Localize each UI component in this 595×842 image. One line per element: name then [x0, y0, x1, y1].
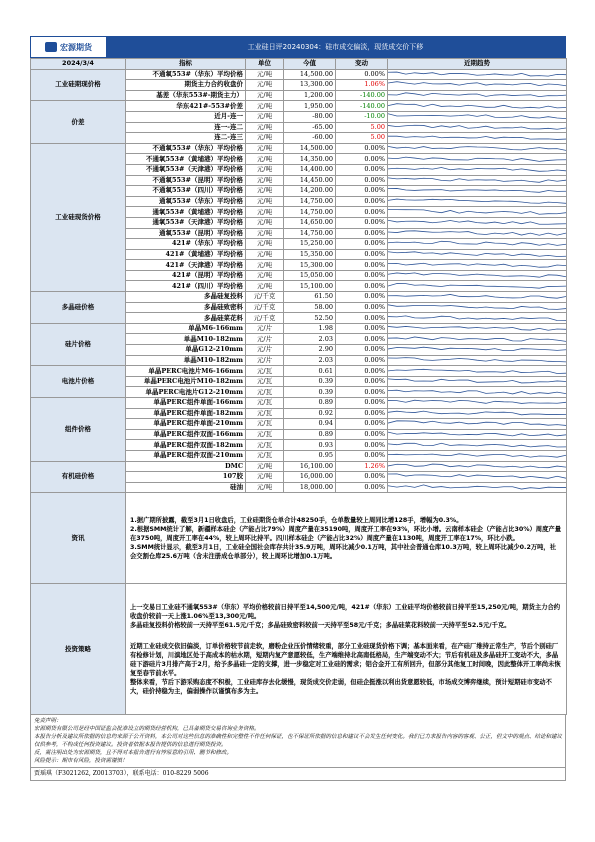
change-cell: 0.00% — [336, 270, 388, 281]
value-cell: -60.00 — [284, 133, 336, 144]
change-cell: 0.00% — [336, 164, 388, 175]
strategy-paragraph: 近期工业硅成交依旧偏淡，订单价格较节前走软，磨粉企业压价情绪较重，部分工业硅现货价格下调；基本面来看，在产硅厂维持正常生产，节后个别硅厂有检修计划，川滇地区处于高成本的枯水期，短期内复产意愿较低，生产端维持北高南低格局，生产端变动不大；节后有机硅及多晶硅开工变动不大，多晶硅下游硅片3月排产高于2月，给予多晶硅一定的支撑，进一步稳定对工业硅的需求；铝合金开工有所回升，但部分其他复工时间晚，因此整体开工率尚未恢复至春节前水平。 — [130, 642, 561, 677]
header-date: 2024/3/4 — [31, 59, 126, 70]
risk-warning: 风险提示：期市有风险，投资需谨慎！ — [34, 758, 128, 765]
change-cell: 0.00% — [336, 376, 388, 387]
change-cell: 0.00% — [336, 154, 388, 165]
value-cell: 52.50 — [284, 313, 336, 324]
trend-sparkline — [388, 366, 567, 377]
strategy-content — [126, 584, 567, 715]
trend-sparkline — [388, 196, 567, 207]
trend-sparkline — [388, 429, 567, 440]
unit-cell: 元/瓦 — [246, 366, 284, 377]
value-cell: 0.95 — [284, 450, 336, 461]
value-cell: 0.89 — [284, 398, 336, 409]
trend-sparkline — [388, 270, 567, 281]
trend-sparkline — [388, 80, 567, 91]
trend-sparkline — [388, 387, 567, 398]
unit-cell: 元/千克 — [246, 313, 284, 324]
change-cell: -10.00 — [336, 111, 388, 122]
sparkline-icon — [388, 345, 566, 354]
sparkline-icon — [388, 165, 566, 174]
indicator-label: 通氧553#（天津港）平均价格 — [126, 217, 246, 228]
change-cell: 0.00% — [336, 249, 388, 260]
change-cell: 0.00% — [336, 175, 388, 186]
unit-cell: 元/瓦 — [246, 408, 284, 419]
indicator-label: 华东421#-553#价差 — [126, 101, 246, 112]
value-cell: 14,750.00 — [284, 207, 336, 218]
value-cell: 14,750.00 — [284, 228, 336, 239]
trend-sparkline — [388, 450, 567, 461]
table-row — [31, 366, 567, 377]
indicator-label: 421#（华东）平均价格 — [126, 239, 246, 250]
value-cell: 16,100.00 — [284, 461, 336, 472]
indicator-label: 多晶硅菜花料 — [126, 313, 246, 324]
header-indicator: 指标 — [126, 59, 246, 70]
info-paragraph: 3.SMM统计显示，截至3月1日，工业硅全国社会库存共计35.9万吨，周环比减少0.1万吨，其中社会普通仓库10.3万吨，较上周环比减少0.2万吨，社会交割仓库25.6万吨（含未注册成仓单部分），较上周环比增加0.1万吨。 — [130, 543, 557, 560]
info-label: 资讯 — [31, 493, 126, 584]
trend-sparkline — [388, 355, 567, 366]
disclaimer — [30, 715, 566, 768]
trend-sparkline — [388, 239, 567, 250]
unit-cell: 元/千克 — [246, 302, 284, 313]
indicator-label: 不通氧553#（华东）平均价格 — [126, 69, 246, 80]
value-cell: 0.39 — [284, 387, 336, 398]
table-row — [31, 398, 567, 409]
value-cell: 2.03 — [284, 355, 336, 366]
value-cell: 0.93 — [284, 440, 336, 451]
value-cell: 14,500.00 — [284, 143, 336, 154]
unit-cell: 元/瓦 — [246, 419, 284, 430]
value-cell: 0.39 — [284, 376, 336, 387]
table-header-row — [31, 59, 567, 70]
unit-cell: 元/吨 — [246, 143, 284, 154]
indicator-label: 多晶硅致密料 — [126, 302, 246, 313]
indicator-label: 单晶PERC电池片M6-166mm — [126, 366, 246, 377]
unit-cell: 元/瓦 — [246, 429, 284, 440]
trend-sparkline — [388, 186, 567, 197]
unit-cell: 元/吨 — [246, 122, 284, 133]
unit-cell: 元/瓦 — [246, 387, 284, 398]
indicator-label: DMC — [126, 461, 246, 472]
trend-sparkline — [388, 323, 567, 334]
indicator-label: 不通氧553#（华东）平均价格 — [126, 143, 246, 154]
unit-cell: 元/吨 — [246, 472, 284, 483]
trend-sparkline — [388, 249, 567, 260]
change-cell: 0.00% — [336, 323, 388, 334]
unit-cell: 元/吨 — [246, 186, 284, 197]
category-label: 电池片价格 — [31, 366, 126, 398]
strategy-paragraph: 多晶硅复投料价格较前一天持平至61.5元/千克；多晶硅致密料较前一天持平至58元/千克；多晶硅菜花料较前一天持平至52.5元/千克。 — [130, 621, 511, 629]
change-cell: 0.00% — [336, 355, 388, 366]
trend-sparkline — [388, 69, 567, 80]
value-cell: 2.03 — [284, 334, 336, 345]
disclaimer-paragraph: 宏源期货有限公司是经中国证监会批准设立的期货经营机构，已具备期货交易咨询业务资格。 — [34, 726, 260, 733]
category-label: 价差 — [31, 101, 126, 143]
category-label: 工业硅期现价格 — [31, 69, 126, 101]
change-cell: 0.00% — [336, 196, 388, 207]
indicator-label: 不通氧553#（四川）平均价格 — [126, 186, 246, 197]
indicator-label: 421#（黄埔港）平均价格 — [126, 249, 246, 260]
trend-sparkline — [388, 398, 567, 409]
indicator-label: 单晶M10-182mm — [126, 334, 246, 345]
unit-cell: 元/吨 — [246, 69, 284, 80]
category-label: 工业硅现货价格 — [31, 143, 126, 291]
value-cell: 15,100.00 — [284, 281, 336, 292]
sparkline-icon — [388, 112, 566, 121]
trend-sparkline — [388, 90, 567, 101]
change-cell: -140.00 — [336, 90, 388, 101]
value-cell: 0.92 — [284, 408, 336, 419]
trend-sparkline — [388, 302, 567, 313]
change-cell: 0.00% — [336, 429, 388, 440]
indicator-label: 421#（天津港）平均价格 — [126, 260, 246, 271]
unit-cell: 元/吨 — [246, 164, 284, 175]
header-trend: 近期趋势 — [388, 59, 567, 70]
sparkline-icon — [388, 282, 566, 291]
sparkline-icon — [388, 250, 566, 259]
trend-sparkline — [388, 154, 567, 165]
unit-cell: 元/吨 — [246, 249, 284, 260]
table-row — [31, 323, 567, 334]
indicator-label: 不通氧553#（黄埔港）平均价格 — [126, 154, 246, 165]
info-paragraph: 1.据广期所披露，截至3月1日收盘后，工业硅期货仓单合计48250手，仓单数量较上周同比增128手，增幅为0.3%。 — [130, 516, 463, 524]
indicator-label: 421#（昆明）平均价格 — [126, 270, 246, 281]
sparkline-icon — [388, 324, 566, 333]
sparkline-icon — [388, 261, 566, 270]
sparkline-icon — [388, 208, 566, 217]
value-cell: 58.00 — [284, 302, 336, 313]
value-cell: 14,400.00 — [284, 164, 336, 175]
indicator-label: 单晶M6-166mm — [126, 323, 246, 334]
trend-sparkline — [388, 175, 567, 186]
trend-sparkline — [388, 313, 567, 324]
category-label: 组件价格 — [31, 398, 126, 462]
sparkline-icon — [388, 80, 566, 89]
unit-cell: 元/吨 — [246, 80, 284, 91]
sparkline-icon — [388, 186, 566, 195]
unit-cell: 元/吨 — [246, 461, 284, 472]
value-cell: 15,350.00 — [284, 249, 336, 260]
change-cell: 0.00% — [336, 472, 388, 483]
trend-sparkline — [388, 292, 567, 303]
change-cell: 0.00% — [336, 334, 388, 345]
report-title: 工业硅日评20240304：硅市成交偏淡，现货成交价下移 — [106, 37, 565, 57]
trend-sparkline — [388, 345, 567, 356]
disclaimer-paragraph: 反，需注明出处为宏源期货，且不得对本报告进行有悖原意的引用、删节和修改。 — [34, 750, 233, 757]
indicator-label: 近月-连一 — [126, 111, 246, 122]
change-cell: 0.00% — [336, 313, 388, 324]
change-cell: 0.00% — [336, 366, 388, 377]
sparkline-icon — [388, 398, 566, 407]
logo-icon — [45, 42, 57, 52]
value-cell: 16,000.00 — [284, 472, 336, 483]
strategy-paragraph: 整体来看，节后下游采购态度不积极，工业硅库存去化缓慢，现货成交价走弱，但硅企挺涨以利出货意愿较低，市场成交博弈继续，预计短期硅市变动不大，硅价持稳为主，偏弱操作以谨慎布多为主。 — [130, 678, 552, 695]
report-page — [30, 36, 566, 781]
price-table — [30, 58, 567, 715]
sparkline-icon — [388, 409, 566, 418]
indicator-label: 421#（四川）平均价格 — [126, 281, 246, 292]
sparkline-icon — [388, 197, 566, 206]
trend-sparkline — [388, 228, 567, 239]
unit-cell: 元/吨 — [246, 217, 284, 228]
strategy-row — [31, 584, 567, 715]
change-cell: 0.00% — [336, 408, 388, 419]
change-cell: 0.00% — [336, 398, 388, 409]
disclaimer-paragraph: 本报告分析及建议所依据的信息均来源于公开资料，本公司对这些信息的准确性和完整性不作任何保证，也不保证所依据的信息和建议不会发生任何变化。我们已力求报告内容的客观、公正，但文中的观点、结论和建议仅供参考，不构成任何投资建议。投资者依据本报告提供的信息进行期货投资。 — [34, 734, 563, 749]
change-cell: 0.00% — [336, 387, 388, 398]
trend-sparkline — [388, 143, 567, 154]
unit-cell: 元/吨 — [246, 207, 284, 218]
change-cell: 1.26% — [336, 461, 388, 472]
sparkline-icon — [388, 377, 566, 386]
unit-cell: 元/片 — [246, 334, 284, 345]
sparkline-icon — [388, 483, 566, 492]
trend-sparkline — [388, 207, 567, 218]
change-cell: 0.00% — [336, 228, 388, 239]
unit-cell: 元/片 — [246, 323, 284, 334]
value-cell: 18,000.00 — [284, 482, 336, 493]
indicator-label: 基差（华东553#-期货主力） — [126, 90, 246, 101]
value-cell: -80.00 — [284, 111, 336, 122]
value-cell: 0.89 — [284, 429, 336, 440]
trend-sparkline — [388, 440, 567, 451]
value-cell: 2.90 — [284, 345, 336, 356]
value-cell: 1,200.00 — [284, 90, 336, 101]
category-label: 多晶硅价格 — [31, 292, 126, 324]
report-header — [30, 36, 566, 58]
trend-sparkline — [388, 281, 567, 292]
value-cell: 14,450.00 — [284, 175, 336, 186]
indicator-label: 单晶PERC组件单面-210mm — [126, 419, 246, 430]
unit-cell: 元/瓦 — [246, 376, 284, 387]
value-cell: 14,350.00 — [284, 154, 336, 165]
value-cell: 14,200.00 — [284, 186, 336, 197]
indicator-label: 连一-连二 — [126, 122, 246, 133]
unit-cell: 元/吨 — [246, 228, 284, 239]
unit-cell: 元/吨 — [246, 270, 284, 281]
sparkline-icon — [388, 356, 566, 365]
change-cell: 5.00 — [336, 133, 388, 144]
info-paragraph: 2.根据SMM统计了解，新疆样本硅企（产能占比79%）周度产量在35190吨，周度开工率在93%，环比小增。云南样本硅企（产能占比30%）周度产量在3750吨，周度开工率在44%，较上周环比持平。四川样本硅企（产能占比32%）周度产量在1130吨，周度开工率在17%，环比小跌。 — [130, 525, 561, 542]
unit-cell: 元/吨 — [246, 281, 284, 292]
change-cell: 0.00% — [336, 292, 388, 303]
analyst-contact: 贾瑶琪（F3021262, Z0013703），联系电话：010-8229 5006 — [30, 768, 566, 781]
indicator-label: 单晶PERC组件单面-182mm — [126, 408, 246, 419]
unit-cell: 元/瓦 — [246, 450, 284, 461]
indicator-label: 通氧553#（华东）平均价格 — [126, 196, 246, 207]
table-row — [31, 292, 567, 303]
sparkline-icon — [388, 367, 566, 376]
info-content — [126, 493, 567, 584]
indicator-label: 单晶PERC电池片G12-210mm — [126, 387, 246, 398]
strategy-paragraph: 上一交易日工业硅不通氧553#（华东）平均价格较前日持平至14,500元/吨，421#（华东）工业硅平均价格较前日持平至15,250元/吨，期货主力合约收盘价较前一天上涨1.06%至13,300元/吨。 — [130, 603, 561, 620]
value-cell: 0.61 — [284, 366, 336, 377]
change-cell: 0.00% — [336, 440, 388, 451]
header-value: 今值 — [284, 59, 336, 70]
indicator-label: 连二-连三 — [126, 133, 246, 144]
unit-cell: 元/瓦 — [246, 398, 284, 409]
value-cell: 15,250.00 — [284, 239, 336, 250]
change-cell: 1.06% — [336, 80, 388, 91]
unit-cell: 元/吨 — [246, 133, 284, 144]
unit-cell: 元/吨 — [246, 111, 284, 122]
unit-cell: 元/片 — [246, 355, 284, 366]
trend-sparkline — [388, 461, 567, 472]
indicator-label: 单晶PERC组件双面-166mm — [126, 429, 246, 440]
unit-cell: 元/吨 — [246, 260, 284, 271]
value-cell: 14,750.00 — [284, 196, 336, 207]
sparkline-icon — [388, 462, 566, 471]
disclaimer-heading: 免责声明： — [34, 718, 62, 725]
trend-sparkline — [388, 101, 567, 112]
header-change: 变动 — [336, 59, 388, 70]
indicator-label: 硅油 — [126, 482, 246, 493]
sparkline-icon — [388, 314, 566, 323]
sparkline-icon — [388, 218, 566, 227]
indicator-label: 期货主力合约收盘价 — [126, 80, 246, 91]
sparkline-icon — [388, 123, 566, 132]
value-cell: 0.94 — [284, 419, 336, 430]
indicator-label: 单晶PERC组件单面-166mm — [126, 398, 246, 409]
change-cell: 0.00% — [336, 239, 388, 250]
category-label: 有机硅价格 — [31, 461, 126, 493]
sparkline-icon — [388, 419, 566, 428]
value-cell: 15,050.00 — [284, 270, 336, 281]
sparkline-icon — [388, 91, 566, 100]
indicator-label: 单晶PERC组件双面-210mm — [126, 450, 246, 461]
indicator-label: 单晶PERC组件双面-182mm — [126, 440, 246, 451]
indicator-label: 单晶PERC电池片M10-182mm — [126, 376, 246, 387]
trend-sparkline — [388, 164, 567, 175]
trend-sparkline — [388, 111, 567, 122]
change-cell: 0.00% — [336, 217, 388, 228]
change-cell: 0.00% — [336, 345, 388, 356]
change-cell: 0.00% — [336, 482, 388, 493]
sparkline-icon — [388, 155, 566, 164]
sparkline-icon — [388, 472, 566, 481]
trend-sparkline — [388, 376, 567, 387]
indicator-label: 单晶M10-182mm — [126, 355, 246, 366]
table-row — [31, 101, 567, 112]
value-cell: 13,300.00 — [284, 80, 336, 91]
sparkline-icon — [388, 451, 566, 460]
header-unit: 单位 — [246, 59, 284, 70]
unit-cell: 元/千克 — [246, 292, 284, 303]
change-cell: 0.00% — [336, 419, 388, 430]
indicator-label: 多晶硅复投料 — [126, 292, 246, 303]
indicator-label: 单晶G12-210mm — [126, 345, 246, 356]
unit-cell: 元/吨 — [246, 101, 284, 112]
company-logo — [31, 37, 106, 57]
change-cell: 0.00% — [336, 260, 388, 271]
sparkline-icon — [388, 133, 566, 142]
indicator-label: 107胶 — [126, 472, 246, 483]
indicator-label: 通氧553#（昆明）平均价格 — [126, 228, 246, 239]
value-cell: 61.50 — [284, 292, 336, 303]
change-cell: 0.00% — [336, 302, 388, 313]
trend-sparkline — [388, 472, 567, 483]
trend-sparkline — [388, 419, 567, 430]
trend-sparkline — [388, 260, 567, 271]
trend-sparkline — [388, 122, 567, 133]
trend-sparkline — [388, 217, 567, 228]
unit-cell: 元/吨 — [246, 482, 284, 493]
logo-text: 宏源期货 — [60, 42, 92, 52]
change-cell: 5.00 — [336, 122, 388, 133]
sparkline-icon — [388, 388, 566, 397]
value-cell: 1,950.00 — [284, 101, 336, 112]
indicator-label: 不通氧553#（天津港）平均价格 — [126, 164, 246, 175]
sparkline-icon — [388, 176, 566, 185]
value-cell: -65.00 — [284, 122, 336, 133]
sparkline-icon — [388, 271, 566, 280]
unit-cell: 元/吨 — [246, 154, 284, 165]
category-label: 硅片价格 — [31, 323, 126, 365]
table-row — [31, 461, 567, 472]
change-cell: 0.00% — [336, 69, 388, 80]
trend-sparkline — [388, 334, 567, 345]
strategy-label: 投资策略 — [31, 584, 126, 715]
change-cell: 0.00% — [336, 143, 388, 154]
trend-sparkline — [388, 408, 567, 419]
sparkline-icon — [388, 292, 566, 301]
sparkline-icon — [388, 335, 566, 344]
indicator-label: 通氧553#（黄埔港）平均价格 — [126, 207, 246, 218]
change-cell: 0.00% — [336, 450, 388, 461]
change-cell: -140.00 — [336, 101, 388, 112]
change-cell: 0.00% — [336, 186, 388, 197]
unit-cell: 元/吨 — [246, 239, 284, 250]
sparkline-icon — [388, 239, 566, 248]
trend-sparkline — [388, 133, 567, 144]
sparkline-icon — [388, 144, 566, 153]
sparkline-icon — [388, 303, 566, 312]
sparkline-icon — [388, 430, 566, 439]
sparkline-icon — [388, 229, 566, 238]
change-cell: 0.00% — [336, 281, 388, 292]
change-cell: 0.00% — [336, 207, 388, 218]
unit-cell: 元/片 — [246, 345, 284, 356]
info-row — [31, 493, 567, 584]
trend-sparkline — [388, 482, 567, 493]
unit-cell: 元/吨 — [246, 196, 284, 207]
table-row — [31, 69, 567, 80]
sparkline-icon — [388, 441, 566, 450]
value-cell: 14,500.00 — [284, 69, 336, 80]
unit-cell: 元/吨 — [246, 90, 284, 101]
sparkline-icon — [388, 102, 566, 111]
table-row — [31, 143, 567, 154]
indicator-label: 不通氧553#（昆明）平均价格 — [126, 175, 246, 186]
unit-cell: 元/瓦 — [246, 440, 284, 451]
value-cell: 15,300.00 — [284, 260, 336, 271]
unit-cell: 元/吨 — [246, 175, 284, 186]
value-cell: 14,650.00 — [284, 217, 336, 228]
sparkline-icon — [388, 70, 566, 79]
value-cell: 1.98 — [284, 323, 336, 334]
